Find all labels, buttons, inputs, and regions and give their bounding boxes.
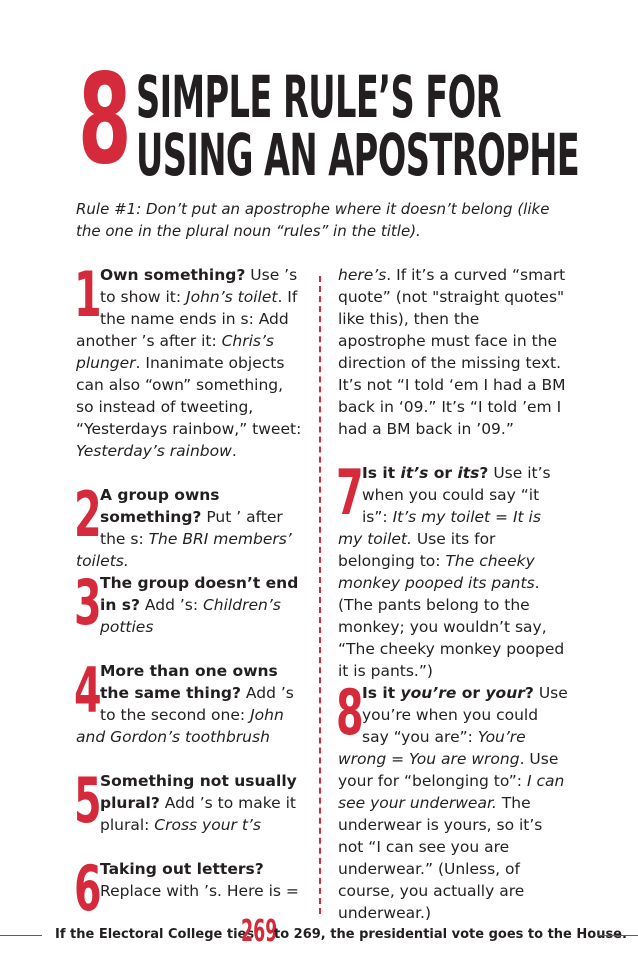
rule-heading: Taking out letters? (100, 860, 264, 878)
rule-heading: Something not usually plural? (100, 772, 297, 812)
rule-example: It’s my toilet = It is my toilet. (338, 508, 541, 548)
rule-3 (74, 566, 302, 639)
rule-text: . Use your for “belonging to”: (338, 750, 559, 790)
rule-4 (74, 654, 302, 748)
rule-text: Use its for belonging to: (338, 530, 496, 570)
rule-number: 8 (336, 676, 364, 749)
rule-number: 6 (74, 852, 102, 925)
footer-rule-left (0, 935, 42, 936)
rule-number: 1 (74, 258, 102, 331)
rule-text: Put ’ after the s: (100, 508, 283, 548)
rule-text: Add ’s to make it plural: (100, 794, 297, 834)
rule-heading: A group owns something? (100, 486, 220, 526)
rule-text: Use it’s when you could say “it is”: (362, 464, 551, 526)
rule-example: Yesterday’s rainbow (76, 442, 232, 460)
intro-rule: Rule #1: Don’t put an apostrophe where it doesn’t belong (like the one in the plural noun “rules” in the title). (76, 200, 550, 240)
rule-6 (74, 852, 302, 925)
rule-example: John’s toilet (186, 288, 278, 306)
rule-number: 7 (336, 456, 364, 529)
rule-1 (74, 258, 302, 462)
rule-example: John and Gordon’s toothbrush (76, 706, 284, 746)
page-title (78, 48, 598, 192)
rule-heading: Is it it’s or its? (362, 464, 489, 482)
rule-example: here’s (338, 266, 387, 284)
rule-text: Use ’s to show it: (100, 266, 298, 306)
rule-number: 3 (74, 566, 102, 639)
page-number: 269 (241, 914, 278, 949)
rule-example: Children’s potties (100, 596, 281, 636)
rule-text: Use you’re when you could say “you are”: (362, 684, 568, 746)
rule-example: The BRI members’ toilets. (76, 530, 292, 570)
rule-number: 5 (74, 764, 102, 837)
rule-8 (336, 676, 568, 924)
rule-heading: The group doesn’t end in s? (100, 574, 299, 614)
rule-text: . If the name ends in s: Add another ’s after it: (76, 288, 298, 350)
rule-text: The underwear is yours, so it’s not “I can see you are underwear.” (Unless, of course, you actually are underwear.) (338, 794, 543, 922)
page-footer (0, 914, 638, 954)
rule-example: The cheeky monkey pooped its pants (338, 552, 535, 592)
footer-fact-right: to 269, the presidential vote goes to the House. (274, 927, 627, 942)
rule-number: 2 (74, 478, 102, 551)
rule-text: Add ’s to the second one: (100, 684, 294, 724)
rule-example: Cross your t’s (154, 816, 261, 834)
rule-heading: Is it you’re or your? (362, 684, 534, 702)
rule-heading: More than one owns the same thing? (100, 662, 278, 702)
title-numeral: 8 (78, 48, 132, 192)
title-line-2: USING AN APOSTROPHE (136, 121, 580, 189)
footer-rule-right (598, 935, 638, 936)
rule-text: . (231, 442, 237, 460)
rule-text: . Inanimate objects can also “own” something, so instead of tweeting, “Yesterdays rainbow,” tweet: (76, 354, 302, 438)
rule-text: . (The pants belong to the monkey; you wouldn’t say, “The cheeky monkey pooped it is pants.”) (338, 574, 565, 680)
rule-heading: Own something? (100, 266, 246, 284)
rule-example: Chris’s plunger (76, 332, 275, 372)
rule-example: You’re wrong = You are wrong (338, 728, 526, 768)
rule-number: 4 (74, 654, 102, 727)
rule-5 (74, 764, 302, 837)
footer-fact-left: If the Electoral College ties (55, 927, 255, 942)
rule-7 (336, 456, 568, 682)
rule-text: . If it’s a curved “smart quote” (not "straight quotes" like this), then the apostrophe must face in the direction of the missing text. It’s not “I told ‘em I had a BM back in ‘09.” It’s “I told ’em I had a BM back in ’09.” (338, 266, 566, 438)
column-divider (319, 276, 321, 914)
rule-example: I can see your underwear. (338, 772, 565, 812)
title-line-1: SIMPLE RULE’S FOR (136, 63, 501, 131)
rule-text: Add ’s: (139, 596, 203, 614)
title-text (136, 63, 600, 189)
rule-text: Replace with ’s. Here is = (100, 882, 299, 900)
rule-2 (74, 478, 302, 572)
rule-6-continued (338, 264, 568, 440)
